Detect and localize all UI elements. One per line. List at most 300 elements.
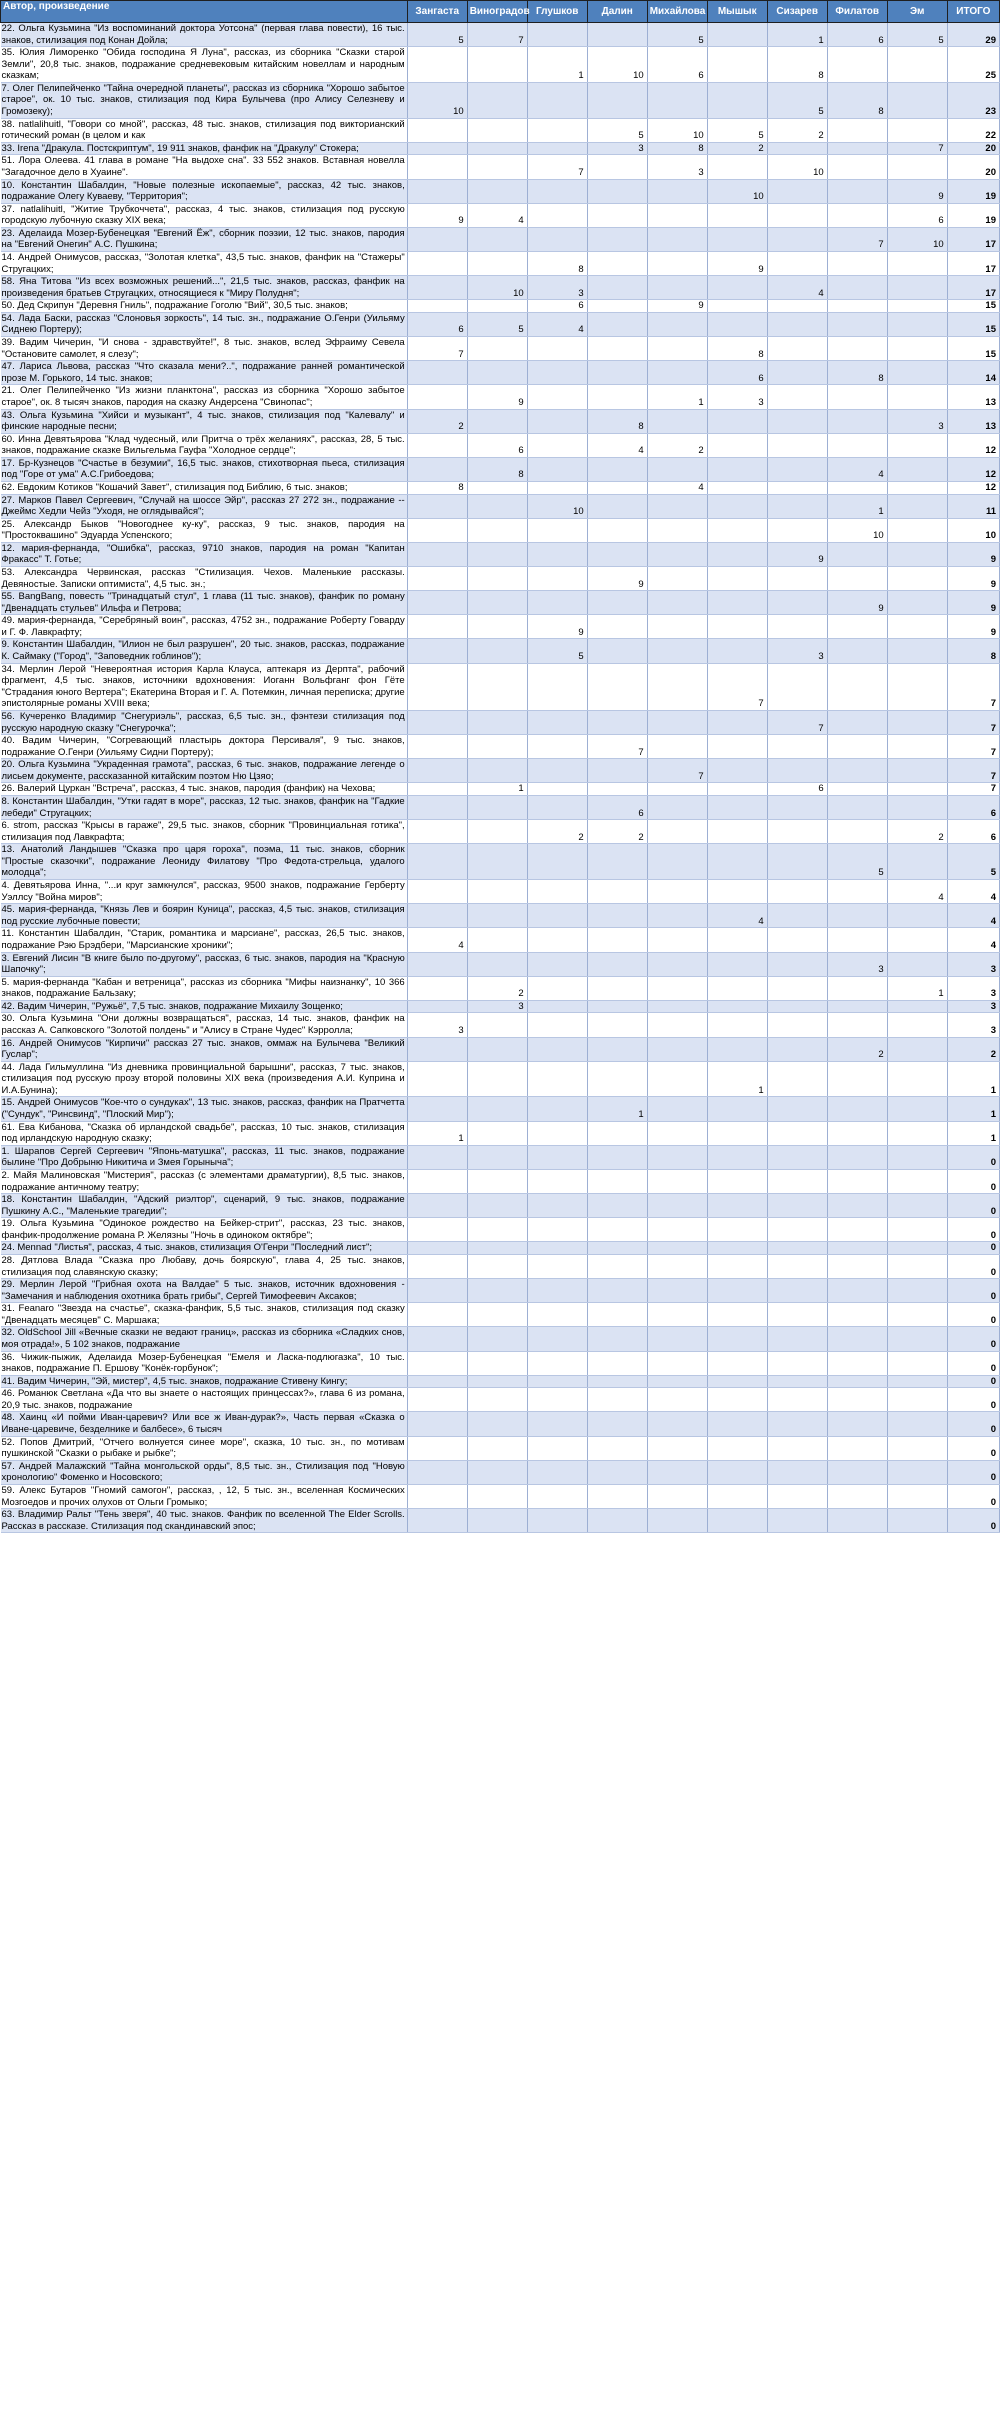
score-cell[interactable] [887,1388,947,1412]
score-cell[interactable]: 8 [407,481,467,494]
score-cell[interactable]: 6 [827,23,887,47]
score-cell[interactable] [587,227,647,251]
score-cell[interactable] [407,1375,467,1388]
score-cell[interactable] [407,385,467,409]
score-cell[interactable] [767,1388,827,1412]
score-cell[interactable] [767,1145,827,1169]
score-cell[interactable] [887,1000,947,1013]
score-cell[interactable] [767,952,827,976]
total-cell[interactable]: 1 [947,1061,999,1097]
total-cell[interactable]: 9 [947,591,999,615]
score-cell[interactable]: 2 [647,433,707,457]
score-cell[interactable] [527,710,587,734]
total-cell[interactable]: 20 [947,155,999,179]
score-cell[interactable] [707,1037,767,1061]
score-cell[interactable] [467,118,527,142]
total-cell[interactable]: 0 [947,1327,999,1351]
score-cell[interactable] [647,1388,707,1412]
score-cell[interactable] [647,928,707,952]
score-cell[interactable] [467,155,527,179]
total-cell[interactable]: 17 [947,276,999,300]
score-cell[interactable] [827,904,887,928]
score-cell[interactable] [887,312,947,336]
score-cell[interactable] [767,928,827,952]
score-cell[interactable] [767,1218,827,1242]
total-cell[interactable]: 0 [947,1388,999,1412]
score-cell[interactable] [467,337,527,361]
score-cell[interactable] [647,312,707,336]
score-cell[interactable] [467,1097,527,1121]
score-cell[interactable] [707,1436,767,1460]
score-cell[interactable] [827,1388,887,1412]
score-cell[interactable] [767,494,827,518]
score-cell[interactable] [647,361,707,385]
score-cell[interactable] [827,1194,887,1218]
score-cell[interactable] [767,300,827,313]
score-cell[interactable] [707,276,767,300]
score-cell[interactable] [407,1097,467,1121]
score-cell[interactable] [767,1509,827,1533]
score-cell[interactable] [527,880,587,904]
score-cell[interactable] [767,361,827,385]
score-cell[interactable] [407,952,467,976]
score-cell[interactable] [827,1436,887,1460]
total-cell[interactable]: 0 [947,1169,999,1193]
score-cell[interactable]: 9 [407,203,467,227]
score-cell[interactable] [467,1037,527,1061]
score-cell[interactable] [647,1509,707,1533]
entry-title-cell[interactable]: 40. Вадим Чичерин, "Согревающий пластырь доктора Персиваля", 9 тыс. знаков, подражание О.Генри (Уильяму Сидни Портеру); [1,735,408,759]
score-cell[interactable] [887,1037,947,1061]
score-cell[interactable] [707,1254,767,1278]
score-cell[interactable] [527,783,587,796]
score-cell[interactable] [467,1013,527,1037]
score-cell[interactable] [587,904,647,928]
total-cell[interactable]: 1 [947,1121,999,1145]
score-cell[interactable] [647,179,707,203]
score-cell[interactable]: 4 [827,457,887,481]
score-cell[interactable] [707,82,767,118]
score-cell[interactable] [647,904,707,928]
score-cell[interactable]: 7 [407,337,467,361]
score-cell[interactable] [827,1509,887,1533]
total-cell[interactable]: 4 [947,904,999,928]
entry-title-cell[interactable]: 42. Вадим Чичерин, "Ружьё", 7,5 тыс. знаков, подражание Михаилу Зощенко; [1,1000,408,1013]
score-cell[interactable] [887,1169,947,1193]
score-cell[interactable]: 7 [647,759,707,783]
score-cell[interactable] [707,567,767,591]
total-cell[interactable]: 19 [947,203,999,227]
score-cell[interactable] [827,1327,887,1351]
score-cell[interactable] [527,457,587,481]
score-cell[interactable]: 2 [827,1037,887,1061]
score-cell[interactable] [647,1169,707,1193]
score-cell[interactable]: 2 [767,118,827,142]
score-cell[interactable] [407,1351,467,1375]
score-cell[interactable] [407,1460,467,1484]
score-cell[interactable] [587,1145,647,1169]
entry-title-cell[interactable]: 26. Валерий Цуркан "Встреча", рассказ, 4 тыс. знаков, пародия (фанфик) на Чехова; [1,783,408,796]
header-judge[interactable]: Далин [587,1,647,23]
score-cell[interactable] [647,1412,707,1436]
entry-title-cell[interactable]: 28. Дятлова Влада "Сказка про Любаву, дочь боярскую", глава 4, 25 тыс. знаков, стилизация под славянскую сказку; [1,1254,408,1278]
score-cell[interactable] [827,1169,887,1193]
score-cell[interactable] [827,1145,887,1169]
score-cell[interactable]: 10 [647,118,707,142]
score-cell[interactable] [827,796,887,820]
score-cell[interactable] [587,1509,647,1533]
score-cell[interactable]: 1 [647,385,707,409]
score-cell[interactable] [407,1509,467,1533]
total-cell[interactable]: 15 [947,312,999,336]
score-cell[interactable] [587,1254,647,1278]
score-cell[interactable]: 5 [527,639,587,663]
score-cell[interactable] [467,1194,527,1218]
score-cell[interactable] [707,1013,767,1037]
score-cell[interactable] [467,542,527,566]
score-cell[interactable]: 2 [887,820,947,844]
score-cell[interactable] [467,1388,527,1412]
total-cell[interactable]: 3 [947,1013,999,1037]
score-cell[interactable] [887,591,947,615]
score-cell[interactable] [887,542,947,566]
score-cell[interactable] [467,639,527,663]
score-cell[interactable] [527,928,587,952]
score-cell[interactable] [827,1412,887,1436]
total-cell[interactable]: 19 [947,179,999,203]
header-judge[interactable]: Мышык [707,1,767,23]
score-cell[interactable] [707,783,767,796]
score-cell[interactable]: 5 [587,118,647,142]
score-cell[interactable] [887,1061,947,1097]
score-cell[interactable] [827,47,887,83]
score-cell[interactable] [587,494,647,518]
score-cell[interactable]: 9 [587,567,647,591]
total-cell[interactable]: 10 [947,518,999,542]
score-cell[interactable] [887,844,947,880]
score-cell[interactable] [587,1484,647,1508]
score-cell[interactable] [707,1460,767,1484]
score-cell[interactable] [587,1351,647,1375]
score-cell[interactable] [767,1013,827,1037]
score-cell[interactable] [707,615,767,639]
score-cell[interactable] [587,542,647,566]
score-cell[interactable] [887,47,947,83]
score-cell[interactable] [407,433,467,457]
score-cell[interactable] [647,457,707,481]
score-cell[interactable] [467,820,527,844]
score-cell[interactable]: 2 [587,820,647,844]
score-cell[interactable]: 6 [467,433,527,457]
score-cell[interactable] [407,844,467,880]
score-cell[interactable] [407,1279,467,1303]
score-cell[interactable] [527,227,587,251]
score-cell[interactable] [767,844,827,880]
total-cell[interactable]: 12 [947,433,999,457]
score-cell[interactable] [467,142,527,155]
score-cell[interactable] [647,1279,707,1303]
score-cell[interactable] [467,1121,527,1145]
score-cell[interactable] [647,251,707,275]
score-cell[interactable] [887,783,947,796]
score-cell[interactable] [587,976,647,1000]
entry-title-cell[interactable]: 41. Вадим Чичерин, "Эй, мистер", 4,5 тыс. знаков, подражание Стивену Кингу; [1,1375,408,1388]
score-cell[interactable] [647,1484,707,1508]
score-cell[interactable]: 6 [767,783,827,796]
score-cell[interactable] [887,1351,947,1375]
total-cell[interactable]: 0 [947,1279,999,1303]
score-cell[interactable] [407,1169,467,1193]
score-cell[interactable] [647,1242,707,1255]
score-cell[interactable] [587,710,647,734]
score-cell[interactable] [407,639,467,663]
score-cell[interactable] [407,155,467,179]
score-cell[interactable] [407,47,467,83]
entry-title-cell[interactable]: 4. Девятьярова Инна, "...и круг замкнулся", рассказ, 9500 знаков, подражание Герберту Уэллсу "Война миров"; [1,880,408,904]
score-cell[interactable] [827,783,887,796]
score-cell[interactable] [707,409,767,433]
score-cell[interactable] [407,1388,467,1412]
score-cell[interactable] [647,796,707,820]
score-cell[interactable] [587,639,647,663]
score-cell[interactable] [887,82,947,118]
score-cell[interactable] [467,615,527,639]
score-cell[interactable]: 3 [827,952,887,976]
score-cell[interactable] [587,1327,647,1351]
score-cell[interactable] [707,1242,767,1255]
total-cell[interactable]: 7 [947,759,999,783]
score-cell[interactable] [647,1097,707,1121]
score-cell[interactable] [767,567,827,591]
score-cell[interactable] [527,844,587,880]
score-cell[interactable] [467,1218,527,1242]
score-cell[interactable] [407,361,467,385]
score-cell[interactable] [647,542,707,566]
score-cell[interactable] [707,1169,767,1193]
score-cell[interactable] [527,759,587,783]
score-cell[interactable]: 7 [467,23,527,47]
score-cell[interactable] [467,251,527,275]
entry-title-cell[interactable]: 2. Майя Малиновская "Мистерия", рассказ (с элементами драматургии), 8,5 тыс. знаков, подражание античному театру; [1,1169,408,1193]
score-cell[interactable] [767,1351,827,1375]
score-cell[interactable] [647,783,707,796]
score-cell[interactable] [407,783,467,796]
total-cell[interactable]: 15 [947,337,999,361]
entry-title-cell[interactable]: 19. Ольга Кузьмина "Одинокое рождество на Бейкер-стрит", рассказ, 23 тыс. знаков, фанфик-продолжение романа Р. Желязны "Ночь в одиноком октябре"; [1,1218,408,1242]
score-cell[interactable] [647,615,707,639]
entry-title-cell[interactable]: 3. Евгений Лисин "В книге было по-другому", рассказ, 6 тыс. знаков, пародия на "Красную Шапочку"; [1,952,408,976]
score-cell[interactable] [707,1194,767,1218]
score-cell[interactable] [647,567,707,591]
score-cell[interactable]: 3 [647,155,707,179]
score-cell[interactable]: 8 [707,337,767,361]
score-cell[interactable]: 4 [707,904,767,928]
entry-title-cell[interactable]: 12. мария-фернанда, "Ошибка", рассказ, 9710 знаков, пародия на роман "Капитан Фракасс" Т. Готье; [1,542,408,566]
entry-title-cell[interactable]: 39. Вадим Чичерин, "И снова - здравствуйте!", 8 тыс. знаков, вслед Эфраиму Севела "Остановите самолет, я слезу"; [1,337,408,361]
score-cell[interactable] [407,276,467,300]
entry-title-cell[interactable]: 25. Александр Быков "Новогоднее ку-ку", рассказ, 9 тыс. знаков, пародия на "Простоквашино" Эдуарда Успенского; [1,518,408,542]
score-cell[interactable] [587,82,647,118]
score-cell[interactable] [527,1000,587,1013]
score-cell[interactable]: 5 [887,23,947,47]
score-cell[interactable] [707,880,767,904]
score-cell[interactable] [647,591,707,615]
score-cell[interactable] [827,251,887,275]
score-cell[interactable] [827,300,887,313]
score-cell[interactable] [467,227,527,251]
score-cell[interactable] [707,542,767,566]
score-cell[interactable]: 4 [587,433,647,457]
entry-title-cell[interactable]: 35. Юлия Лиморенко "Обида господина Я Луна", рассказ, из сборника "Сказки старой Земли", 20,8 тыс. знаков, подражание средневековым китайским новеллам и народным сказкам; [1,47,408,83]
score-cell[interactable] [587,1303,647,1327]
score-cell[interactable] [587,1169,647,1193]
score-cell[interactable] [707,1412,767,1436]
score-cell[interactable] [767,976,827,1000]
total-cell[interactable]: 7 [947,783,999,796]
score-cell[interactable] [527,1061,587,1097]
score-cell[interactable] [647,639,707,663]
total-cell[interactable]: 11 [947,494,999,518]
score-cell[interactable] [527,481,587,494]
entry-title-cell[interactable]: 11. Константин Шабалдин, "Старик, романтика и марсиане", рассказ, 26,5 тыс. знаков, подражание Рэю Брэдбери, "Марсианские хроники"; [1,928,408,952]
total-cell[interactable]: 17 [947,251,999,275]
score-cell[interactable] [587,203,647,227]
score-cell[interactable] [467,952,527,976]
score-cell[interactable]: 10 [767,155,827,179]
score-cell[interactable] [407,615,467,639]
score-cell[interactable] [527,1097,587,1121]
score-cell[interactable] [527,1303,587,1327]
score-cell[interactable] [767,1000,827,1013]
score-cell[interactable] [767,457,827,481]
score-cell[interactable] [827,928,887,952]
score-cell[interactable] [707,1509,767,1533]
score-cell[interactable] [827,615,887,639]
header-judge[interactable]: Виноградов [467,1,527,23]
score-cell[interactable] [467,1412,527,1436]
score-cell[interactable] [647,518,707,542]
score-cell[interactable] [467,300,527,313]
score-cell[interactable] [467,82,527,118]
score-cell[interactable] [587,1013,647,1037]
score-cell[interactable] [887,1145,947,1169]
entry-title-cell[interactable]: 27. Марков Павел Сергеевич, "Случай на шоссе Эйр", рассказ 27 272 зн., подражание -- Джеймс Хедли Чейз "Уходя, не оглядывайся"; [1,494,408,518]
score-cell[interactable] [527,385,587,409]
score-cell[interactable] [647,1061,707,1097]
score-cell[interactable] [527,1254,587,1278]
score-cell[interactable]: 8 [827,361,887,385]
score-cell[interactable] [767,796,827,820]
entry-title-cell[interactable]: 34. Мерлин Лерой "Невероятная история Карла Клауса, аптекаря из Дерпта", рабочий фрагмент, 4,5 тыс. знаков, источники вдохновения: Иоганн Вольфганг фон Гёте "Страдания юного Вертера"; Екатерина Вторая и Г. А. Потемкин, личная переписка; другие эпистолярные романы XVIII века; [1,663,408,710]
score-cell[interactable] [527,203,587,227]
score-cell[interactable]: 3 [467,1000,527,1013]
entry-title-cell[interactable]: 1. Шарапов Сергей Сергеевич "Японь-матушка", рассказ, 11 тыс. знаков, подражание былине "Про Добрыню Никитича и Змея Горыныча"; [1,1145,408,1169]
header-work[interactable]: Автор, произведение [1,1,408,23]
total-cell[interactable]: 4 [947,880,999,904]
score-cell[interactable]: 8 [827,82,887,118]
score-cell[interactable] [587,1436,647,1460]
score-cell[interactable] [707,820,767,844]
score-cell[interactable] [467,1351,527,1375]
score-cell[interactable] [527,1375,587,1388]
header-judge[interactable]: Глушков [527,1,587,23]
score-cell[interactable] [467,179,527,203]
score-cell[interactable] [887,276,947,300]
total-cell[interactable]: 0 [947,1242,999,1255]
entry-title-cell[interactable]: 56. Кучеренко Владимир "Снегуриэль", рассказ, 6,5 тыс. зн., фэнтези стилизация под русскую народную сказку "Снегурочка"; [1,710,408,734]
score-cell[interactable] [767,203,827,227]
score-cell[interactable] [527,591,587,615]
score-cell[interactable] [827,203,887,227]
score-cell[interactable] [887,1013,947,1037]
score-cell[interactable] [527,1121,587,1145]
score-cell[interactable] [707,1351,767,1375]
score-cell[interactable] [527,1436,587,1460]
score-cell[interactable] [887,663,947,710]
score-cell[interactable] [467,710,527,734]
score-cell[interactable] [587,276,647,300]
score-cell[interactable] [467,735,527,759]
score-cell[interactable] [647,82,707,118]
score-cell[interactable] [707,1097,767,1121]
score-cell[interactable] [527,82,587,118]
score-cell[interactable] [827,976,887,1000]
score-cell[interactable] [827,276,887,300]
total-cell[interactable]: 6 [947,820,999,844]
score-cell[interactable] [887,615,947,639]
score-cell[interactable] [587,457,647,481]
score-cell[interactable] [527,1484,587,1508]
entry-title-cell[interactable]: 46. Романюк Светлана «Да что вы знаете о настоящих принцессах?», глава 6 из романа, 20,9 тыс. знаков, подражание [1,1388,408,1412]
score-cell[interactable] [407,591,467,615]
score-cell[interactable] [407,179,467,203]
score-cell[interactable] [707,1484,767,1508]
score-cell[interactable]: 9 [707,251,767,275]
total-cell[interactable]: 7 [947,735,999,759]
score-cell[interactable] [647,663,707,710]
score-cell[interactable] [767,227,827,251]
score-cell[interactable]: 10 [407,82,467,118]
score-cell[interactable] [767,880,827,904]
score-cell[interactable]: 9 [527,615,587,639]
score-cell[interactable]: 10 [887,227,947,251]
score-cell[interactable] [887,904,947,928]
score-cell[interactable] [707,1000,767,1013]
score-cell[interactable]: 9 [827,591,887,615]
score-cell[interactable]: 1 [887,976,947,1000]
score-cell[interactable] [527,337,587,361]
total-cell[interactable]: 6 [947,796,999,820]
score-cell[interactable]: 8 [467,457,527,481]
entry-title-cell[interactable]: 38. natlalihuitl, "Говори со мной", рассказ, 48 тыс. знаков, стилизация под викторианский готический роман (в целом и как [1,118,408,142]
score-cell[interactable] [767,409,827,433]
score-cell[interactable] [407,1412,467,1436]
score-cell[interactable] [707,1375,767,1388]
score-cell[interactable] [767,615,827,639]
score-cell[interactable] [527,1169,587,1193]
score-cell[interactable] [767,312,827,336]
total-cell[interactable]: 0 [947,1218,999,1242]
score-cell[interactable] [887,1412,947,1436]
score-cell[interactable] [707,47,767,83]
score-cell[interactable]: 1 [527,47,587,83]
score-cell[interactable] [887,639,947,663]
score-cell[interactable] [647,1351,707,1375]
score-cell[interactable]: 10 [587,47,647,83]
score-cell[interactable] [467,1169,527,1193]
score-cell[interactable] [647,710,707,734]
score-cell[interactable] [827,663,887,710]
